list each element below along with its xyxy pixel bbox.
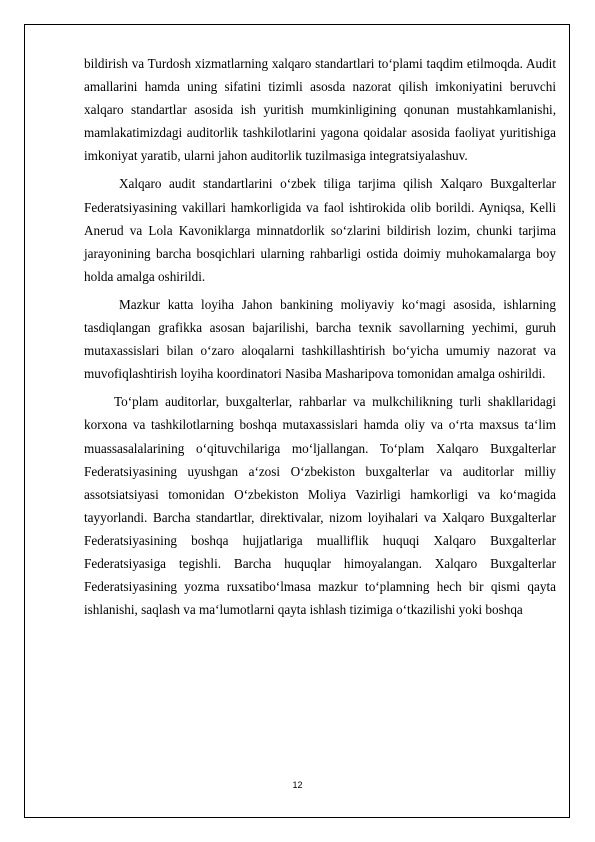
paragraph-4: To‘plam auditorlar, buxgalterlar, rahbarlar va mulkchilikning turli shakllaridagi korxona va tashkilotlarning boshqa mutaxassislari hamda oliy va o‘rta maxsus ta‘lim muassasalalarining o‘qituvchilariga mo‘ljallangan. To‘plam Xalqaro Buxgalterlar Federatsiyasining uyushgan a‘zosi O‘zbekiston buxgalterlar va auditorlar milliy assotsiatsiyasi tomonidan O‘zbekiston Moliya Vazirligi hamkorligi va ko‘magida tayyorlandi. Barcha standartlar, direktivalar, nizom loyihalari va Xalqaro Buxgalterlar Federatsiyasining boshqa hujjatlariga mualliflik huquqi Xalqaro Buxgalterlar Federatsiyasiga tegishli. Barcha huquqlar himoyalangan. Xalqaro Buxgalterlar Federatsiyasining yozma ruxsatibo‘lmasa mazkur to‘plamning hech bir qismi qayta ishlanishi, saqlash va ma‘lumotlarni qayta ishlash tizimiga o‘tkazilishi yoki boshqa — [84, 394, 556, 618]
paragraph-2: Xalqaro audit standartlarini o‘zbek tiliga tarjima qilish Xalqaro Buxgalterlar Federatsiyasining vakillari hamkorligida va faol ishtirokida olib borildi. Ayniqsa, Kelli Anerud va Lola Kavoniklarga minnatdorlik so‘zlarini bildirish lozim, chunki tarjima jarayonining barcha bosqichlari ularning rahbarligi ostida doimiy muhokamalarga boy holda amalga oshirildi. — [84, 176, 556, 284]
document-body — [84, 52, 556, 626]
page-number: 12 — [292, 780, 303, 790]
paragraph-1: bildirish va Turdosh xizmatlarning xalqaro standartlari to‘plami taqdim etilmoqda. Audit amallarini hamda uning sifatini tizimli asosda nazorat qilish imkoniyatini beruvchi xalqaro standartlar asosida ish yuritish mumkinligining qonunan mustahkamlanishi, mamlakatimizdagi auditorlik tashkilotlarini yagona qoidalar asosida faoliyat yuritishiga imkoniyat yaratib, ularni jahon auditorlik tuzilmasiga integratsiyalashuv. — [84, 56, 556, 164]
paragraph-3: Mazkur katta loyiha Jahon bankining moliyaviy ko‘magi asosida, ishlarning tasdiqlangan grafikka asosan bajarilishi, barcha texnik savollarning yechimi, guruh mutaxassislari bilan o‘zaro aloqalarni tashkillashtirish bo‘yicha umumiy nazorat va muvofiqlashtirish loyiha koordinatori Nasiba Masharipova tomonidan amalga oshirildi. — [84, 296, 556, 382]
